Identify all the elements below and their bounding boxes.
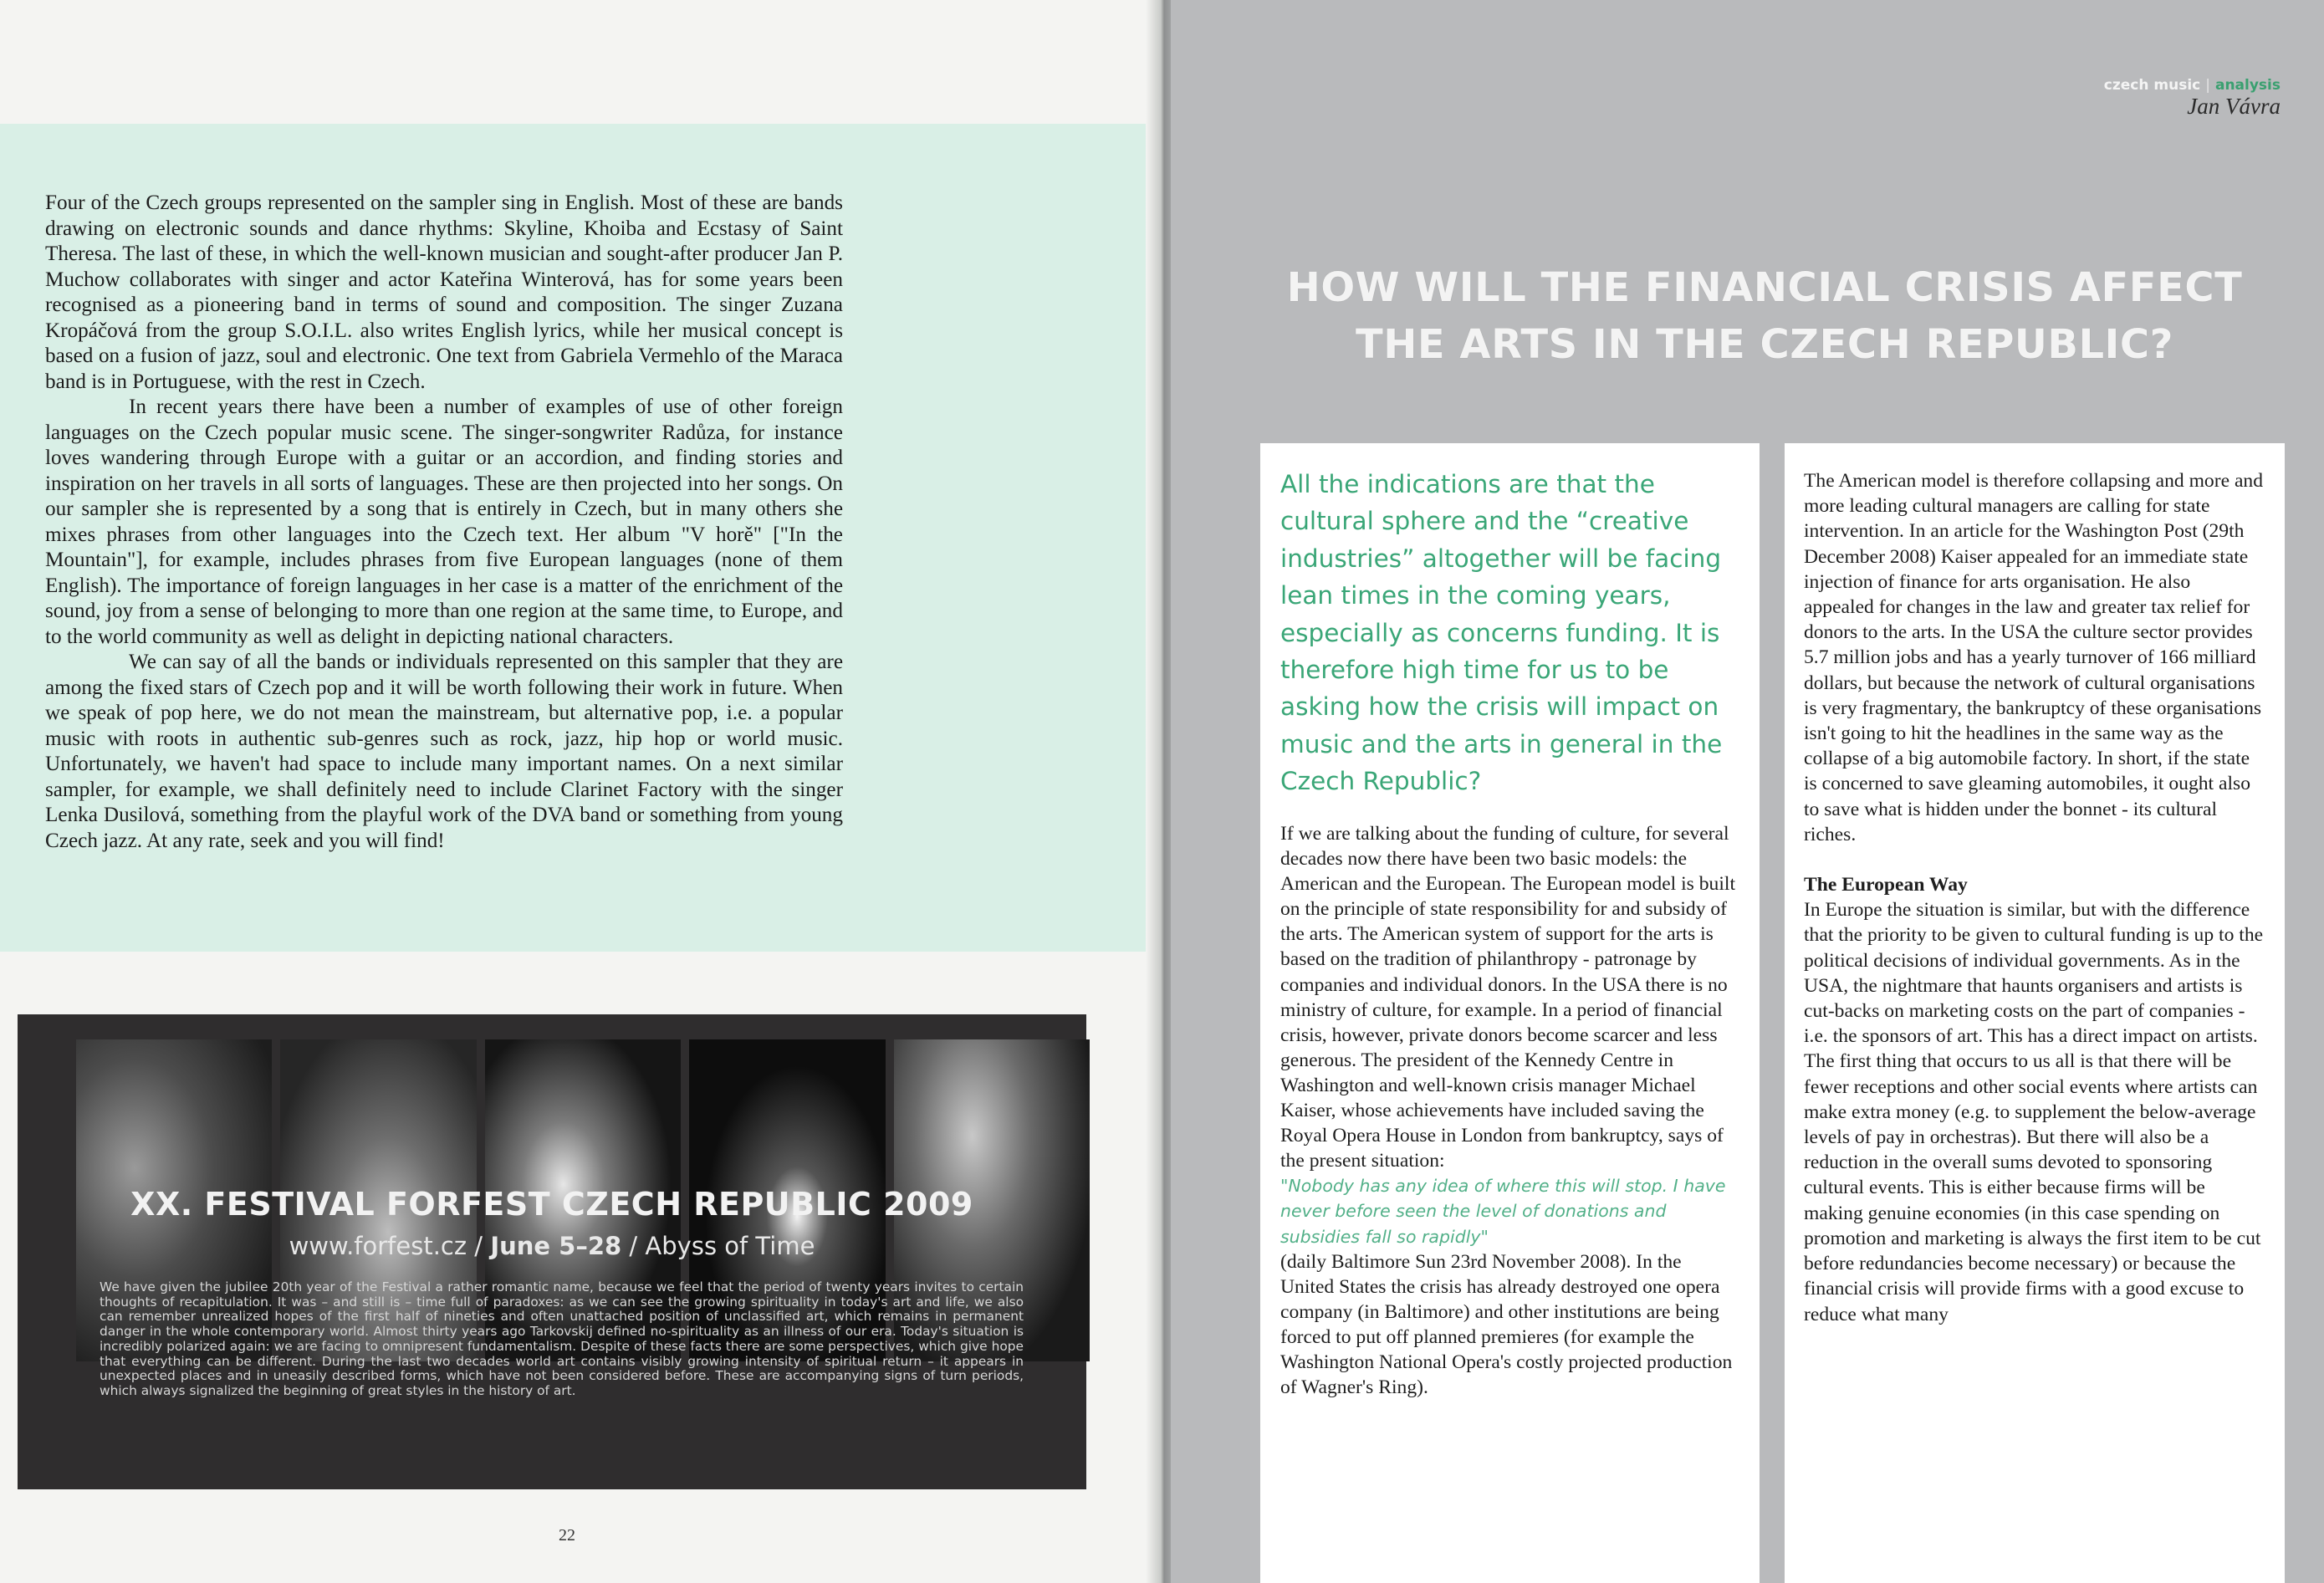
- lead-paragraph: All the indications are that the cultural sphere and the “creative industries” altogether will be facing lean times in the coming years, especially as concerns funding. It is therefore high time for us to be asking how the crisis will impact on music and the arts in general in the Czech Republic?: [1280, 470, 1723, 796]
- article-headline: [1238, 259, 2291, 373]
- subheading-european-way: The European Way: [1804, 874, 1968, 896]
- left-article-text: [45, 191, 843, 854]
- column-1-paragraph-after: (daily Baltimore Sun 23rd November 2008). In the United States the crisis has already destroyed one opera company (in Baltimore) and other institutions are being forced to put off planned premieres (for example the Washington National Opera's costly projected production of Wagner's Ring).: [1280, 1250, 1733, 1399]
- ad-sep-1: /: [467, 1232, 491, 1260]
- left-paragraph-3: We can say of all the bands or individuals represented on this sampler that they are among the fixed stars of Czech pop and it will be worth following their work in future. When we speak of pop here, we do not mean the mainstream, but alternative pop, i.e. a popular music with roots in authentic sub-genres such as rock, jazz, hip hop or world music. Unfortunately, we haven't had space to include many important names. On a next similar sampler, for example, we shall definitely need to include Clarinet Factory with the singer Lenka Dusilová, something from the playful work of the DVA band or something from young Czech jazz. At any rate, seek and you will find!: [45, 651, 843, 852]
- ad-sep-2: /: [621, 1232, 646, 1260]
- ad-dates: June 5–28: [490, 1232, 622, 1260]
- page-number: 22: [559, 1526, 575, 1545]
- column-1-text: [1280, 821, 1736, 1400]
- ad-body-text: We have given the jubilee 20th year of the Festival a rather romantic name, because we feel that the period of twenty years invites to certain thoughts of recapitulation. It was – and still is – time full of paradoxes: as we can see the growing spirituality in today's art and life, we also can remember unrealized hopes of the first half of nineties and often unattached position of unclassified art, which remains in permanent danger in the whole contemporary world. Almost thirty years ago Tarkovskij defined no-spirituality as an illness of our era. Today's situation is incredibly polarized again: we are facing to omnipresent fundamentalism. Despite of these facts there are some perspectives, which give hope that everything can be different. During the last two decades world art contains visibly growing intensity of spiritual return – it appears in unexpected places and in uneasily described forms, which have not been considered before. These are accompanying signs of turn periods, which always signalized the beginning of great styles in the history of art.: [100, 1279, 1024, 1398]
- festival-advertisement: [18, 1014, 1086, 1489]
- section-tag: [2104, 77, 2281, 94]
- left-paragraph-2: In recent years there have been a number of examples of use of other foreign languages on the Czech popular music scene. The singer-songwriter Radůza, for instance loves wandering through Europe with a guitar or an accordion, and finding stories and inspiration on her travels in all sorts of languages. These are then projected into her songs. On our sampler she is represented by a song that is entirely in Czech, but in many others she mixes phrases from other languages into the Czech text. Her album "V horě" ["In the Mountain"], for example, includes phrases from five European languages (none of them English). The importance of foreign languages in her case is a matter of the enrichment of the sound, joy from a sense of belonging to more than one region at the same time, to Europe, and to the world community as well as delight in depicting national characters.: [45, 396, 843, 648]
- column-1-paragraph: If we are talking about the funding of culture, for several decades now there have been two basic models: the American and the European. The European model is built on the principle of state responsibility for and subsidy of the arts. The American system of support for the arts is based on the tradition of philanthropy - patronage by companies and individual donors. In the USA there is no ministry of culture, for example. In a period of financial crisis, however, private donors become scarcer and less generous. The president of the Kennedy Centre in Washington and well-known crisis manager Michael Kaiser, whose achievements have included saving the Royal Opera House in London from bankruptcy, says of the present situation:: [1280, 823, 1736, 1172]
- section-accent-label: analysis: [2214, 77, 2281, 94]
- headline-line-1: HOW WILL THE FINANCIAL CRISIS AFFECT: [1286, 264, 2243, 311]
- ad-theme: Abyss of Time: [645, 1232, 815, 1260]
- section-label: czech music: [2103, 77, 2201, 94]
- pull-quote: "Nobody has any idea of where this will stop. I have never before seen the level of donations and subsidies fall so rapidly": [1280, 1176, 1726, 1247]
- ad-subtitle: [18, 1232, 1086, 1260]
- headline-line-2: THE ARTS IN THE CZECH REPUBLIC?: [1356, 321, 2173, 368]
- ad-title: XX. FESTIVAL FORFEST CZECH REPUBLIC 2009: [130, 1186, 973, 1223]
- column-2-text: [1804, 468, 2264, 1327]
- column-2-paragraph-2: In Europe the situation is similar, but with the difference that the priority to be given to cultural funding is up to the political decisions of individual governments. As in the USA, the nightmare that haunts organisers and artists is cut-backs on marketing costs on the part of companies - i.e. the sponsors of art. This has a direct impact on artists. The first thing that occurs to us all is that there will be fewer receptions and other social events where artists can make extra money (e.g. to supplement the below-average levels of pay in orchestras). But there will also be a reduction in the overall sums devoted to sponsoring cultural events. This is either because firms will be making genuine economies (in this case spending on promotion and marketing is always the first item to be cut before redundancies become necessary) or because the financial crisis will provide firms with a good excuse to reduce what many: [1804, 899, 2264, 1325]
- left-paragraph-1: Four of the Czech groups represented on the sampler sing in English. Most of these are bands drawing on electronic sounds and dance rhythms: Skyline, Khoiba and Ecstasy of Saint Theresa. The last of these, in which the well-known musician and sought-after producer Jan P. Muchow collaborates with singer and actor Kateřina Winterová, has for some years been recognised as a pioneering band in terms of sound and composition. The singer Zuzana Kropáčová from the group S.O.I.L. also writes English lyrics, while her musical concept is based on a fusion of jazz, soul and electronic. One text from Gabriela Vermehlo of the Maraca band is in Portuguese, with the rest in Czech.: [45, 191, 843, 393]
- ad-url: www.forfest.cz: [289, 1232, 467, 1260]
- column-2-paragraph: The American model is therefore collapsing and more and more leading cultural managers are calling for state intervention. In an article for the Washington Post (29th December 2008) Kaiser appealed for an immediate state injection of finance for arts organisation. He also appealed for changes in the law and greater tax relief for donors to the arts. In the USA the culture sector provides 5.7 million jobs and has a yearly turnover of 166 milliard dollars, but because the network of cultural organisations is very fragmentary, the bankruptcy of these organisations isn't going to hit the headlines in the same way as the collapse of a big automobile factory. In short, if the state is concerned to save gleaming automobiles, it ought also to save what is hidden under the bonnet - its cultural riches.: [1804, 470, 2264, 845]
- author-name: Jan Vávra: [2187, 94, 2281, 119]
- section-divider: |: [2205, 77, 2210, 94]
